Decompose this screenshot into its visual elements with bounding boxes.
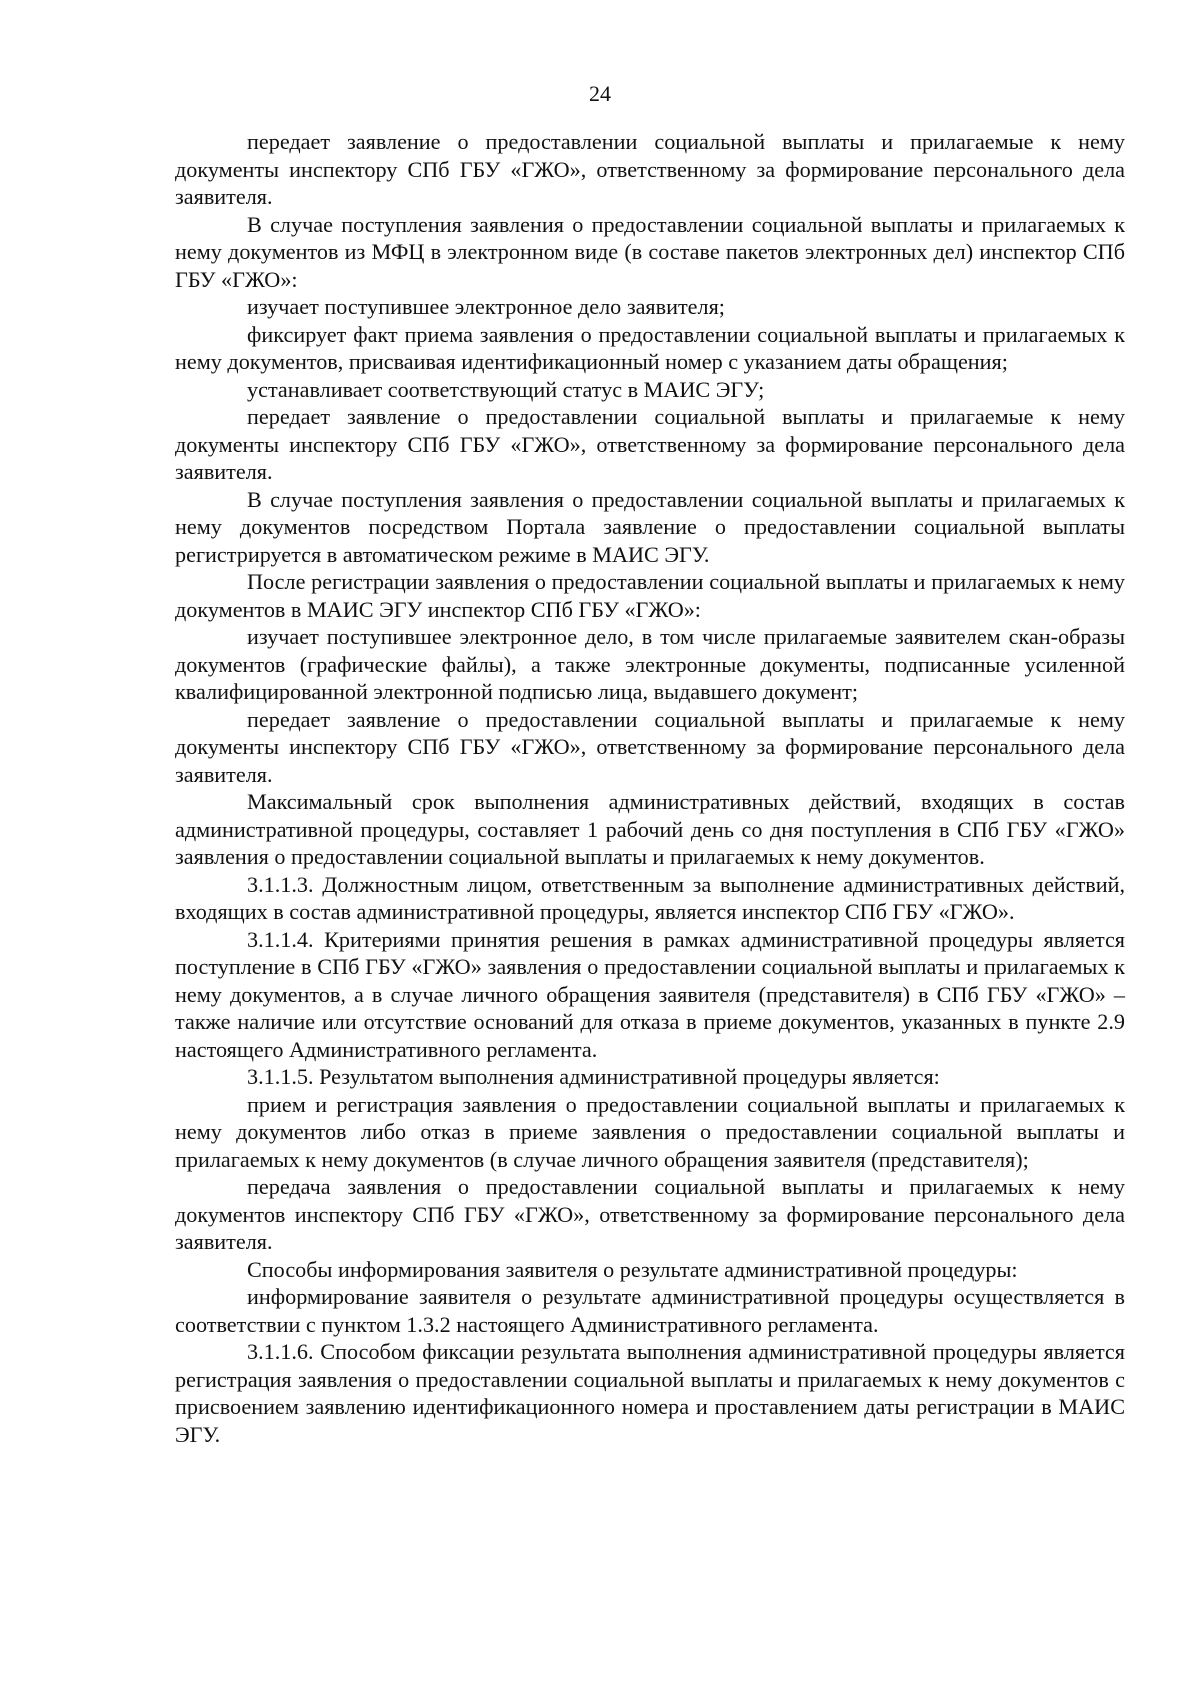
body-text <box>175 128 1125 1448</box>
paragraph: 3.1.1.5. Результатом выполнения административной процедуры является: <box>247 1064 940 1089</box>
paragraph: прием и регистрация заявления о предоставлении социальной выплаты и прилагаемых к нему документов либо отказ в приеме заявления о предоставлении социальной выплаты и прилагаемых к нему документов (в случае личного обращения заявителя (представителя); <box>175 1091 1125 1172</box>
paragraph: устанавливает соответствующий статус в МАИС ЭГУ; <box>247 376 765 402</box>
paragraph: передача заявления о предоставлении социальной выплаты и прилагаемых к нему документов инспектору СПб ГБУ «ГЖО», ответственному за формирование персонального дела заявителя. <box>175 1174 1125 1254</box>
paragraph: изучает поступившее электронное дело заявителя; <box>247 294 725 319</box>
paragraph: передает заявление о предоставлении социальной выплаты и прилагаемые к нему документы инспектору СПб ГБУ «ГЖО», ответственному за формирование персонального дела заявителя. <box>175 404 1125 484</box>
paragraph: После регистрации заявления о предоставлении социальной выплаты и прилагаемых к нему документов в МАИС ЭГУ инспектор СПб ГБУ «ГЖО»: <box>175 569 1125 622</box>
paragraph: 3.1.1.6. Способом фиксации результата выполнения административной процедуры является регистрация заявления о предоставлении социальной выплаты и прилагаемых к нему документов с присвоением заявлению идентификационного номера и проставлением даты регистрации в МАИС ЭГУ. <box>175 1339 1125 1447</box>
paragraph: фиксирует факт приема заявления о предоставлении социальной выплаты и прилагаемых к нему документов, присваивая идентификационный номер с указанием даты обращения; <box>175 321 1125 374</box>
paragraph: информирование заявителя о результате административной процедуры осуществляется в соответствии с пунктом 1.3.2 настоящего Административного регламента. <box>175 1284 1125 1337</box>
paragraph: 3.1.1.4. Критериями принятия решения в рамках административной процедуры является поступление в СПб ГБУ «ГЖО» заявления о предоставлении социальной выплаты и прилагаемых к нему документов, а в случае личного обращения заявителя (представителя) в СПб ГБУ «ГЖО» – также наличие или отсутствие оснований для отказа в приеме документов, указанных в пункте 2.9 настоящего Административного регламента. <box>175 926 1125 1062</box>
paragraph: передает заявление о предоставлении социальной выплаты и прилагаемые к нему документы инспектору СПб ГБУ «ГЖО», ответственному за формирование персонального дела заявителя. <box>175 129 1125 209</box>
paragraph: передает заявление о предоставлении социальной выплаты и прилагаемые к нему документы инспектору СПб ГБУ «ГЖО», ответственному за формирование персонального дела заявителя. <box>175 706 1125 787</box>
paragraph: В случае поступления заявления о предоставлении социальной выплаты и прилагаемых к нему документов посредством Портала заявление о предоставлении социальной выплаты регистрируется в автоматическом режиме в МАИС ЭГУ. <box>175 486 1125 567</box>
paragraph: 3.1.1.3. Должностным лицом, ответственным за выполнение административных действий, входящих в состав административной процедуры, является инспектор СПб ГБУ «ГЖО». <box>175 871 1125 924</box>
page-number: 24 <box>589 81 611 106</box>
paragraph: В случае поступления заявления о предоставлении социальной выплаты и прилагаемых к нему документов из МФЦ в электронном виде (в составе пакетов электронных дел) инспектор СПб ГБУ «ГЖО»: <box>175 211 1125 292</box>
paragraph: Максимальный срок выполнения административных действий, входящих в состав административной процедуры, составляет 1 рабочий день со дня поступления в СПб ГБУ «ГЖО» заявления о предоставлении социальной выплаты и прилагаемых к нему документов. <box>175 789 1125 869</box>
paragraph: Способы информирования заявителя о результате административной процедуры: <box>247 1256 1018 1282</box>
paragraph: изучает поступившее электронное дело, в том числе прилагаемые заявителем скан-образы документов (графические файлы), а также электронные документы, подписанные усиленной квалифицированной электронной подписью лица, выдавшего документ; <box>175 624 1125 704</box>
